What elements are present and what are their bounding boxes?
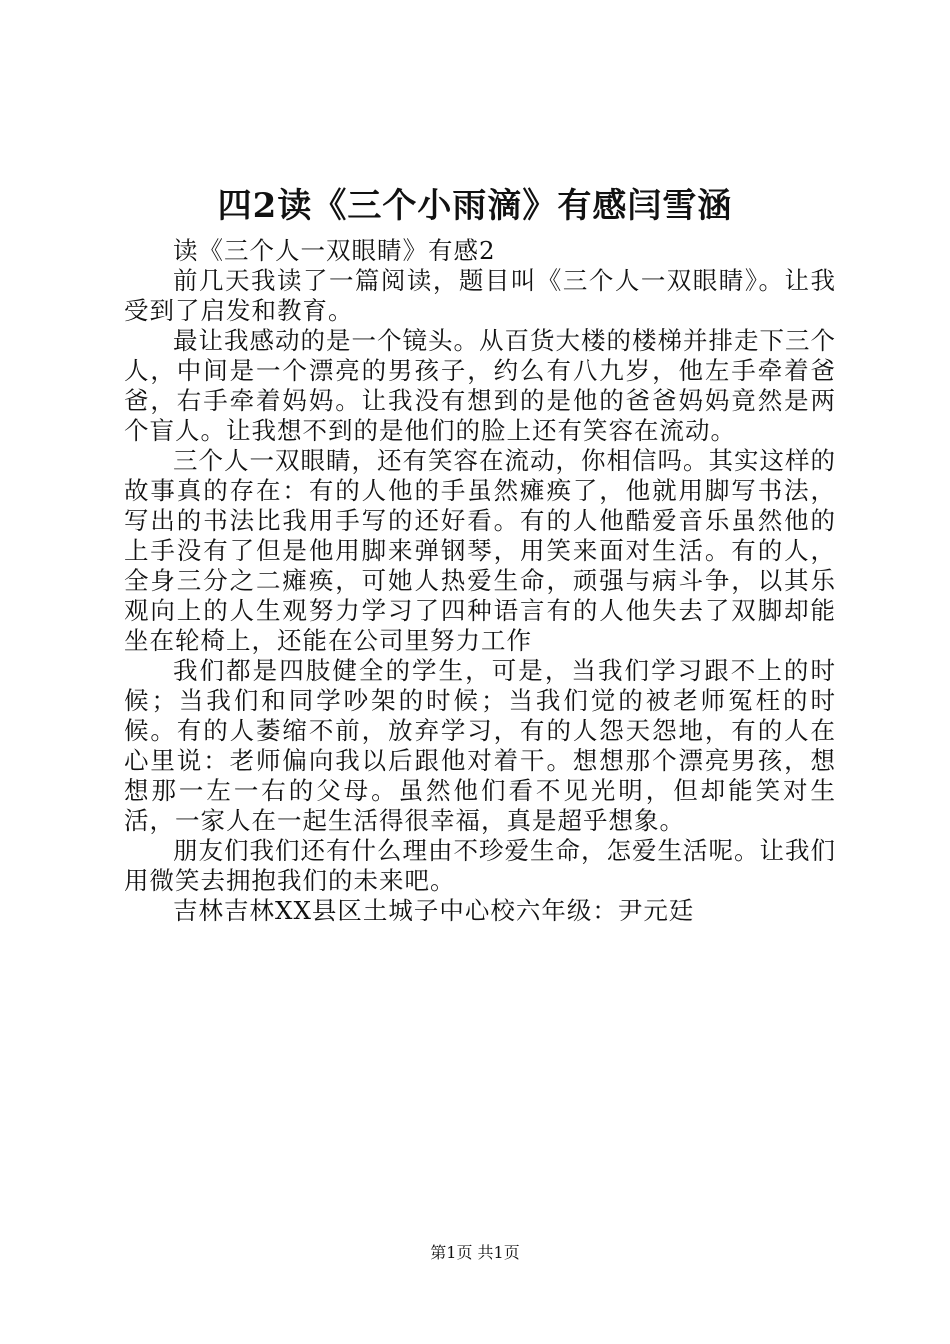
author-line: 吉林吉林XX县区土城子中心校六年级：尹元廷 xyxy=(173,896,695,925)
body-paragraph: 最让我感动的是一个镜头。从百货大楼的楼梯并排走下三个人，中间是一个漂亮的男孩子，约么有八九岁，他左手牵着爸爸，右手牵着妈妈。让我没有想到的是他的爸爸妈妈竟然是两个盲人。让我想不到的是他们的脸上还有笑容在流动。 xyxy=(124,326,836,445)
document-body xyxy=(124,236,836,926)
document-title: 四2读《三个小雨滴》有感闫雪涵 xyxy=(217,186,733,226)
page-footer: 第1页 共1页 xyxy=(430,1243,520,1262)
body-paragraph: 前几天我读了一篇阅读，题目叫《三个人一双眼睛》。让我受到了启发和教育。 xyxy=(124,266,836,325)
subtitle-paragraph: 读《三个人一双眼睛》有感2 xyxy=(173,236,496,265)
body-paragraph: 我们都是四肢健全的学生，可是，当我们学习跟不上的时候；当我们和同学吵架的时候；当我们觉的被老师冤枉的时候。有的人萎缩不前，放弃学习，有的人怨天怨地，有的人在心里说：老师偏向我以后跟他对着干。想想那个漂亮男孩，想想那一左一右的父母。虽然他们看不见光明，但却能笑对生活，一家人在一起生活得很幸福，真是超乎想象。 xyxy=(124,656,836,835)
body-paragraph: 朋友们我们还有什么理由不珍爱生命，怎爱生活呢。让我们用微笑去拥抱我们的未来吧。 xyxy=(124,836,836,895)
body-paragraph: 三个人一双眼睛，还有笑容在流动，你相信吗。其实这样的故事真的存在：有的人他的手虽然瘫痪了，他就用脚写书法，写出的书法比我用手写的还好看。有的人他酷爱音乐虽然他的上手没有了但是他用脚来弹钢琴，用笑来面对生活。有的人，全身三分之二瘫痪，可她人热爱生命，顽强与病斗争，以其乐观向上的人生观努力学习了四种语言有的人他失去了双脚却能坐在轮椅上，还能在公司里努力工作 xyxy=(124,446,836,655)
